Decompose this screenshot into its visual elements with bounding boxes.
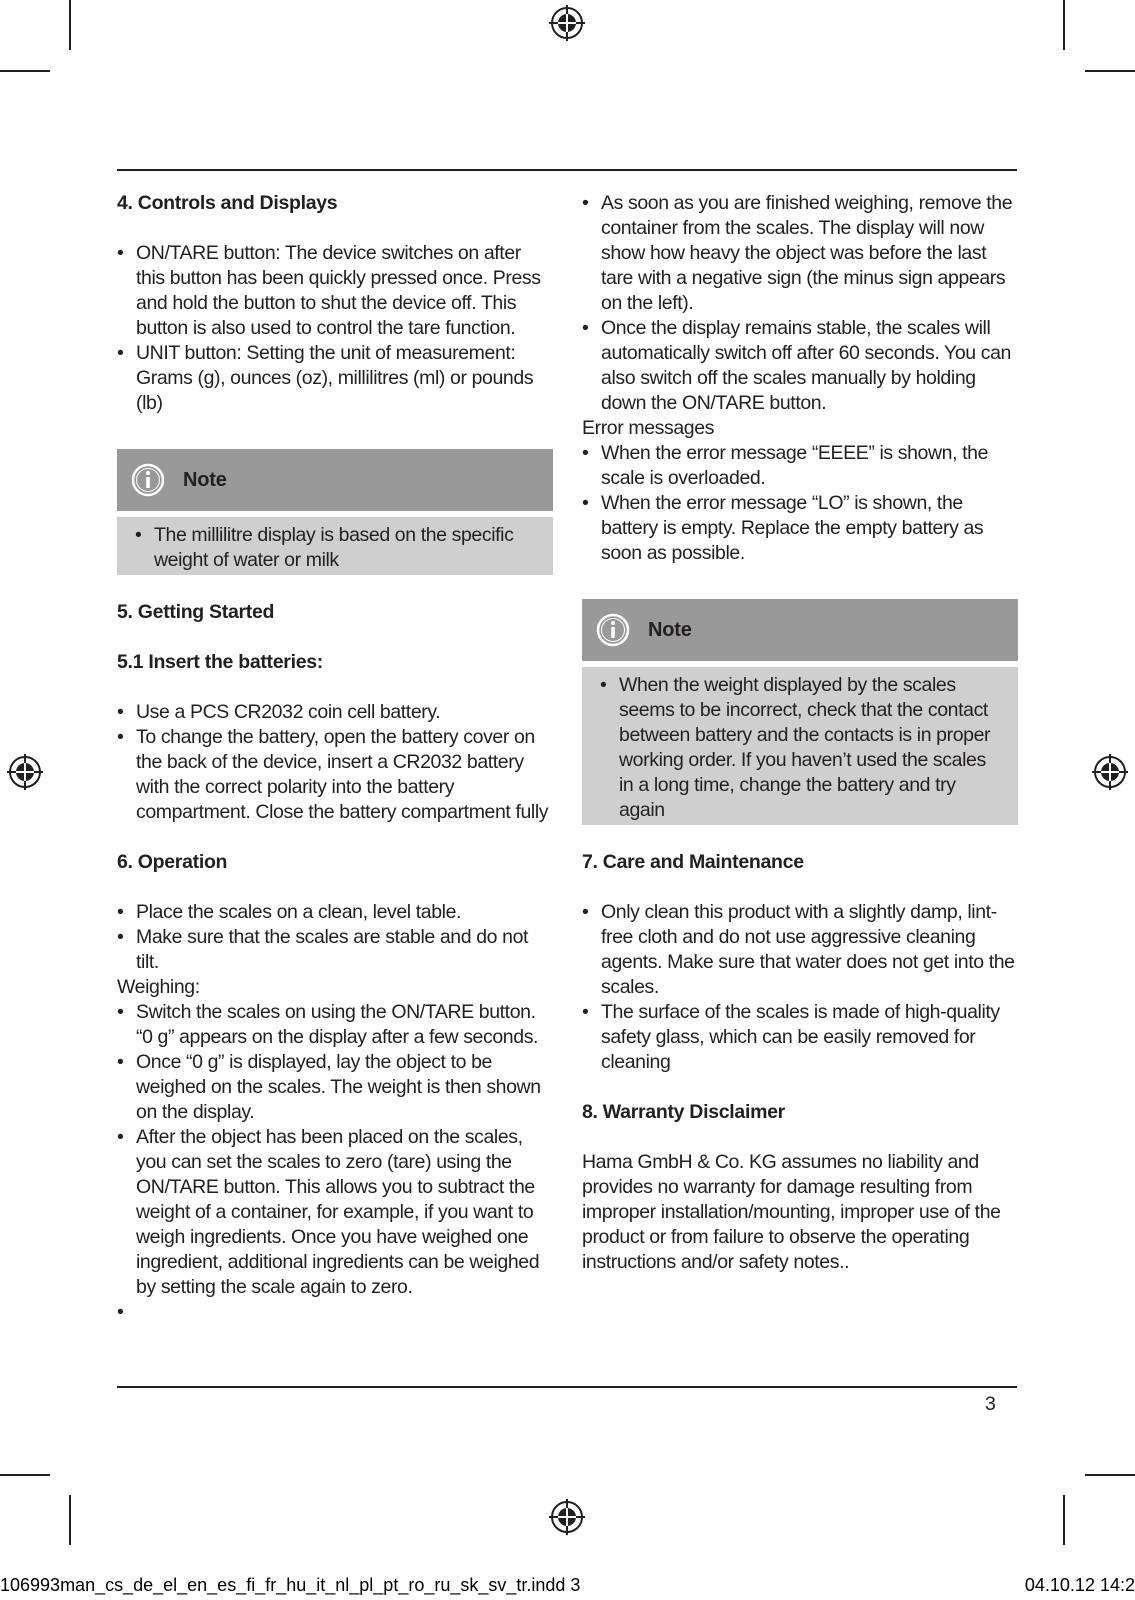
crop-mark-top-left-vertical bbox=[69, 0, 71, 50]
list-item: • ON/TARE button: The device switches on after this button has been quickly pressed once. Press and hold the button to shut the device off. This button is also used to control the tare function. bbox=[117, 241, 553, 341]
section-7-heading: 7. Care and Maintenance bbox=[582, 851, 804, 873]
list-item: • Once the display remains stable, the scales will automatically switch off after 60 seconds. You can also switch off the scales manually by holding down the ON/TARE button. bbox=[582, 316, 1018, 416]
page-number: 3 bbox=[985, 1393, 996, 1415]
section-4-list bbox=[117, 241, 553, 416]
error-messages-list bbox=[582, 441, 1018, 566]
registration-mark-right-icon bbox=[1092, 754, 1128, 790]
info-icon bbox=[131, 463, 165, 497]
slug-date: 04.10.12 14:2 bbox=[1024, 1575, 1135, 1595]
crop-mark-top-right-vertical bbox=[1063, 0, 1065, 50]
list-item: • The surface of the scales is made of high-quality safety glass, which can be easily removed for cleaning bbox=[582, 1000, 1018, 1075]
list-item: • When the error message “EEEE” is shown, the scale is overloaded. bbox=[582, 441, 1018, 491]
left-column bbox=[117, 191, 553, 1325]
slug-filename: 106993man_cs_de_el_en_es_fi_fr_hu_it_nl_pl_pt_ro_ru_sk_sv_tr.indd 3 bbox=[0, 1575, 581, 1595]
header-rule bbox=[117, 169, 1017, 171]
list-item: • Place the scales on a clean, level table. bbox=[117, 900, 553, 925]
list-item: • To change the battery, open the battery cover on the back of the device, insert a CR2032 battery with the correct polarity into the battery compartment. Close the battery compartment fully bbox=[117, 725, 553, 825]
note-box-battery bbox=[582, 599, 1018, 825]
crop-mark-bottom-right-horizontal bbox=[1085, 1474, 1135, 1476]
operation-list-continued bbox=[582, 191, 1018, 416]
footer-rule bbox=[117, 1386, 1017, 1388]
weighing-label: Weighing: bbox=[117, 976, 200, 998]
crop-mark-top-right-horizontal bbox=[1085, 70, 1135, 72]
note-body bbox=[117, 517, 553, 575]
crop-mark-bottom-right-vertical bbox=[1063, 1495, 1065, 1545]
list-item: • UNIT button: Setting the unit of measurement: Grams (g), ounces (oz), millilitres (ml) or pounds (lb) bbox=[117, 341, 553, 416]
note-label: Note bbox=[648, 618, 692, 641]
list-item: • Only clean this product with a slightly damp, lint-free cloth and do not use aggressive cleaning agents. Make sure that water does not get into the scales. bbox=[582, 900, 1018, 1000]
list-item: • Use a PCS CR2032 coin cell battery. bbox=[117, 700, 553, 725]
note-label: Note bbox=[183, 468, 227, 491]
crop-mark-bottom-left-vertical bbox=[69, 1495, 71, 1545]
section-5-1-list bbox=[117, 700, 553, 825]
section-6-list-a bbox=[117, 900, 553, 975]
list-item: • As soon as you are finished weighing, remove the container from the scales. The display will now show how heavy the object was before the last tare with a negative sign (the minus sign appears on the left). bbox=[582, 191, 1018, 316]
note-item: • The millilitre display is based on the specific weight of water or milk bbox=[135, 523, 539, 573]
registration-mark-bottom-icon bbox=[549, 1499, 585, 1535]
crop-mark-top-left-horizontal bbox=[0, 70, 50, 72]
registration-mark-top-icon bbox=[549, 5, 585, 41]
section-7-list bbox=[582, 900, 1018, 1075]
note-item: • When the weight displayed by the scales seems to be incorrect, check that the contact between battery and the contacts is in proper working order. If you haven’t used the scales in a long time, change the battery and try again bbox=[600, 673, 1004, 823]
error-messages-label: Error messages bbox=[582, 417, 715, 439]
section-8-heading: 8. Warranty Disclaimer bbox=[582, 1101, 785, 1123]
section-4-heading: 4. Controls and Displays bbox=[117, 192, 338, 214]
note-header bbox=[117, 449, 553, 511]
section-5-1-heading: 5.1 Insert the batteries: bbox=[117, 651, 323, 673]
note-header bbox=[582, 599, 1018, 661]
section-6-list-b bbox=[117, 1000, 553, 1325]
list-item: • After the object has been placed on the scales, you can set the scales to zero (tare) using the ON/TARE button. This allows you to subtract the weight of a container, for example, if you want to weigh ingredients. Once you have weighed one ingredient, additional ingredients can be weighed by setting the scale again to zero. bbox=[117, 1125, 553, 1300]
warranty-text: Hama GmbH & Co. KG assumes no liability and provides no warranty for damage resulting from improper installation/mounting, improper use of the product or from failure to observe the operating instructions and/or safety notes.. bbox=[582, 1151, 1001, 1273]
note-box-millilitre bbox=[117, 449, 553, 575]
registration-mark-left-icon bbox=[7, 754, 43, 790]
right-column bbox=[582, 191, 1018, 1275]
list-item: • When the error message “LO” is shown, the battery is empty. Replace the empty battery as soon as possible. bbox=[582, 491, 1018, 566]
list-item: • Once “0 g” is displayed, lay the object to be weighed on the scales. The weight is then shown on the display. bbox=[117, 1050, 553, 1125]
list-item: • Switch the scales on using the ON/TARE button. “0 g” appears on the display after a few seconds. bbox=[117, 1000, 553, 1050]
crop-mark-bottom-left-horizontal bbox=[0, 1474, 50, 1476]
empty-list-item bbox=[117, 1300, 553, 1325]
list-item: • Make sure that the scales are stable and do not tilt. bbox=[117, 925, 553, 975]
section-6-heading: 6. Operation bbox=[117, 851, 228, 873]
info-icon bbox=[596, 613, 630, 647]
section-5-heading: 5. Getting Started bbox=[117, 601, 275, 623]
note-body bbox=[582, 667, 1018, 825]
